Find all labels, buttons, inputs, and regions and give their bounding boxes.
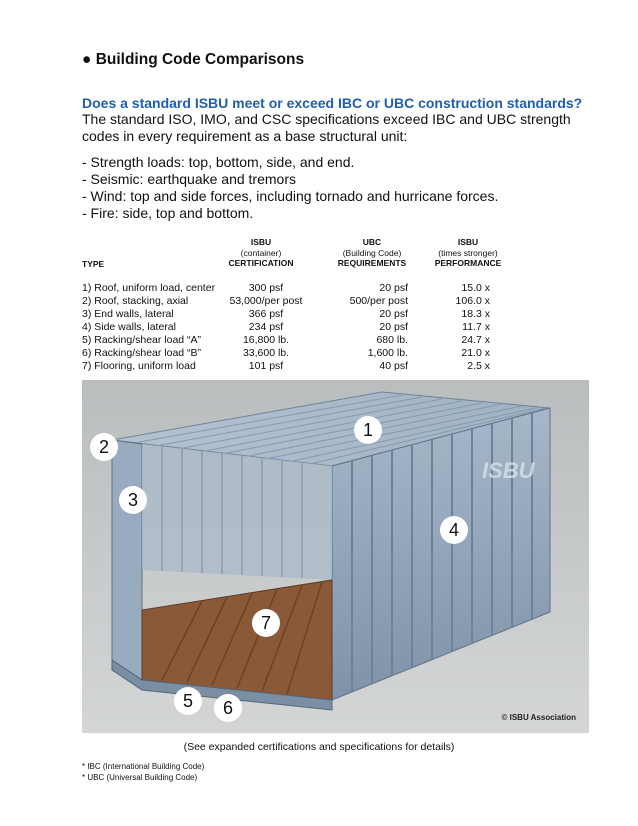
- list-item: - Seismic: earthquake and tremors: [82, 171, 296, 187]
- cell-isbu: 53,000/per post: [229, 295, 303, 307]
- bullet-glyph: ●: [82, 51, 92, 68]
- cell-isbu: 234 psf: [248, 321, 284, 333]
- marker-7: 7: [260, 613, 272, 633]
- footnote: * IBC (International Building Code): [82, 762, 205, 771]
- cell-ubc: 500/per post: [349, 295, 408, 307]
- list-item: - Wind: top and side forces, including tornado and hurricane forces.: [82, 188, 499, 204]
- list-item: - Strength loads: top, bottom, side, and end.: [82, 154, 355, 170]
- header-line: (times stronger): [438, 247, 498, 258]
- cell-isbu: 101 psf: [248, 360, 284, 372]
- header-isbu-performance: [424, 237, 512, 269]
- cell-type: 4) Side walls, lateral: [82, 321, 176, 333]
- cell-isbu: 16,800 lb.: [242, 334, 290, 346]
- header-line: PERFORMANCE: [434, 258, 502, 268]
- section-title: Building Code Comparisons: [95, 51, 305, 68]
- cell-type: 1) Roof, uniform load, center: [82, 282, 216, 294]
- cell-isbu: 366 psf: [248, 308, 284, 320]
- cell-performance: 21.0 x: [461, 347, 490, 359]
- marker-2: 2: [98, 437, 110, 457]
- header-ubc-requirements: [330, 237, 414, 269]
- cell-type: 5) Racking/shear load “A”: [82, 334, 202, 346]
- cell-ubc: 20 psf: [379, 308, 408, 320]
- marker-4: 4: [448, 520, 460, 540]
- container-end-wall: [112, 440, 142, 680]
- footnote: * UBC (Universal Building Code): [82, 773, 198, 782]
- cell-performance: 18.3 x: [461, 308, 490, 320]
- copyright-text: © ISBU Association: [501, 713, 576, 722]
- header-type: TYPE: [82, 259, 105, 269]
- section-heading: [82, 51, 304, 69]
- cell-ubc: 680 lb.: [376, 334, 408, 346]
- cell-performance: 11.7 x: [462, 321, 490, 333]
- marker-1: 1: [362, 420, 374, 440]
- header-line: CERTIFICATION: [228, 258, 294, 268]
- cell-type: 3) End walls, lateral: [82, 308, 174, 320]
- cell-performance: 24.7 x: [461, 334, 490, 346]
- cell-type: 6) Racking/shear load “B”: [82, 347, 202, 359]
- header-isbu-certification: [222, 237, 300, 269]
- cell-ubc: 20 psf: [379, 321, 408, 333]
- cell-ubc: 20 psf: [379, 282, 408, 294]
- marker-6: 6: [222, 698, 234, 718]
- intro-paragraph: The standard ISO, IMO, and CSC specifications exceed IBC and UBC strength codes in every requirement as a base structural unit:: [82, 111, 571, 144]
- question-text: Does a standard ISBU meet or exceed IBC or UBC construction standards?: [82, 95, 583, 111]
- cell-type: 7) Flooring, uniform load: [82, 360, 196, 372]
- figure-caption: (See expanded certifications and specifications for details): [183, 741, 455, 753]
- requirement-list: [82, 154, 498, 222]
- cell-ubc: 40 psf: [379, 360, 408, 372]
- cell-performance: 15.0 x: [461, 282, 490, 294]
- cell-ubc: 1,600 lb.: [367, 347, 408, 359]
- cell-isbu: 300 psf: [248, 282, 284, 294]
- container-label: ISBU: [482, 458, 535, 483]
- cell-type: 2) Roof, stacking, axial: [82, 295, 189, 307]
- header-line: ISBU: [250, 237, 272, 247]
- header-line: UBC: [362, 237, 382, 247]
- header-line: (Building Code): [342, 247, 402, 258]
- container-illustration: [82, 380, 589, 733]
- cell-isbu: 33,600 lb.: [242, 347, 290, 359]
- header-line: REQUIREMENTS: [337, 258, 407, 268]
- header-line: ISBU: [457, 237, 479, 247]
- header-line: (container): [240, 247, 282, 258]
- cell-performance: 106.0 x: [455, 295, 490, 307]
- list-item: - Fire: side, top and bottom.: [82, 205, 254, 221]
- container-back-wall: [142, 444, 332, 580]
- marker-3: 3: [127, 490, 139, 510]
- marker-5: 5: [182, 691, 194, 711]
- cell-performance: 2.5 x: [467, 360, 490, 372]
